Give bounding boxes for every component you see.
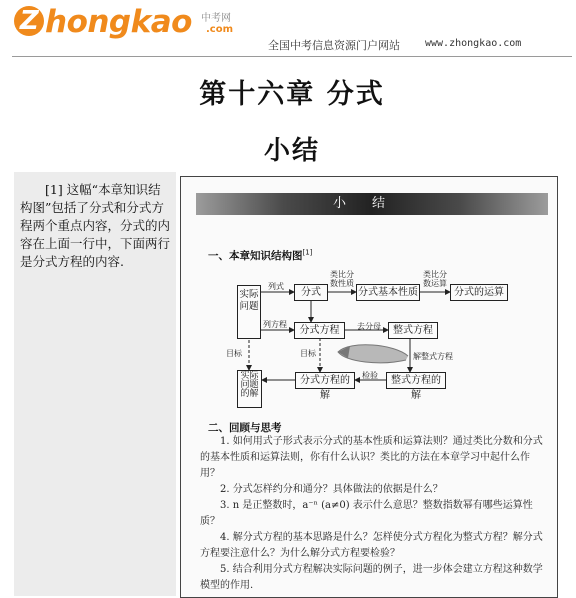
question-2: 2. 分式怎样约分和通分？具体做法的依据是什么？: [220, 484, 443, 495]
site-url[interactable]: www.zhongkao.com: [425, 38, 522, 49]
label-lie-equation: 列方程: [263, 320, 287, 329]
box-integral-equation-solution: 整式方程的解: [386, 372, 446, 389]
box-fractional-equation: 分式方程: [294, 322, 345, 339]
review-heading: 二、回顾与思考: [208, 422, 282, 434]
label-goal-left: 目标: [226, 349, 242, 358]
site-slogan: 全国中考信息资源门户网站: [268, 39, 400, 52]
label-solve-integral-equation: 解整式方程: [413, 352, 453, 361]
logo-chinese-name: 中考网: [201, 13, 231, 24]
label-check: 检验: [362, 371, 378, 380]
box-real-problem-solution: 实际问题的解: [237, 370, 262, 408]
question-4: 4. 解分式方程的基本思路是什么？怎样使分式方程化为整式方程？解分式方程要注意什么？为什么解分式方程要检验？: [200, 532, 543, 559]
logo-wordmark-text: hongkao: [45, 4, 192, 40]
label-analogy-property: 类比分数性质: [330, 270, 354, 288]
question-3: 3. n 是正整数时，a⁻ⁿ (a≠0) 表示什么意思？整数指数幂有哪些运算性质？: [200, 500, 533, 527]
box-fraction: 分式: [294, 284, 328, 301]
chapter-title: 第十六章 分式: [199, 79, 385, 110]
box-basic-property: 分式基本性质: [356, 284, 420, 301]
box-fractional-equation-solution: 分式方程的解: [295, 372, 355, 389]
box-real-problem: 实际问题: [237, 285, 261, 339]
logo-z-mark: Z: [14, 6, 44, 36]
label-remove-denominator: 去分母: [357, 322, 381, 331]
summary-banner-label: 小结: [332, 196, 411, 211]
knowledge-map-heading-text: 一、本章知识结构图: [208, 250, 303, 262]
logo-domain-suffix: .com: [206, 24, 234, 35]
label-lieshi: 列式: [268, 282, 284, 291]
footnote-ref: [1]: [302, 248, 313, 257]
question-1: 1. 如何用式子形式表示分式的基本性质和运算法则？通过类比分数和分式的基本性质和运算法则，你有什么认识？类比的方法在本章学习中起什么作用？: [200, 436, 543, 479]
box-integral-equation: 整式方程: [388, 322, 438, 339]
question-5: 5. 结合利用分式方程解决实际问题的例子，进一步体会建立方程这种数学模型的作用.: [200, 564, 543, 591]
label-analogy-operations: 类比分数运算: [423, 270, 447, 288]
section-title: 小结: [263, 136, 320, 166]
annotation-note: [1] 这幅“本章知识结构图”包括了分式和分式方程两个重点内容，分式的内容在上面一行中，下面两行是分式方程的内容.: [20, 182, 171, 269]
label-goal-middle: 目标: [300, 349, 316, 358]
box-fraction-operations: 分式的运算: [450, 284, 508, 301]
